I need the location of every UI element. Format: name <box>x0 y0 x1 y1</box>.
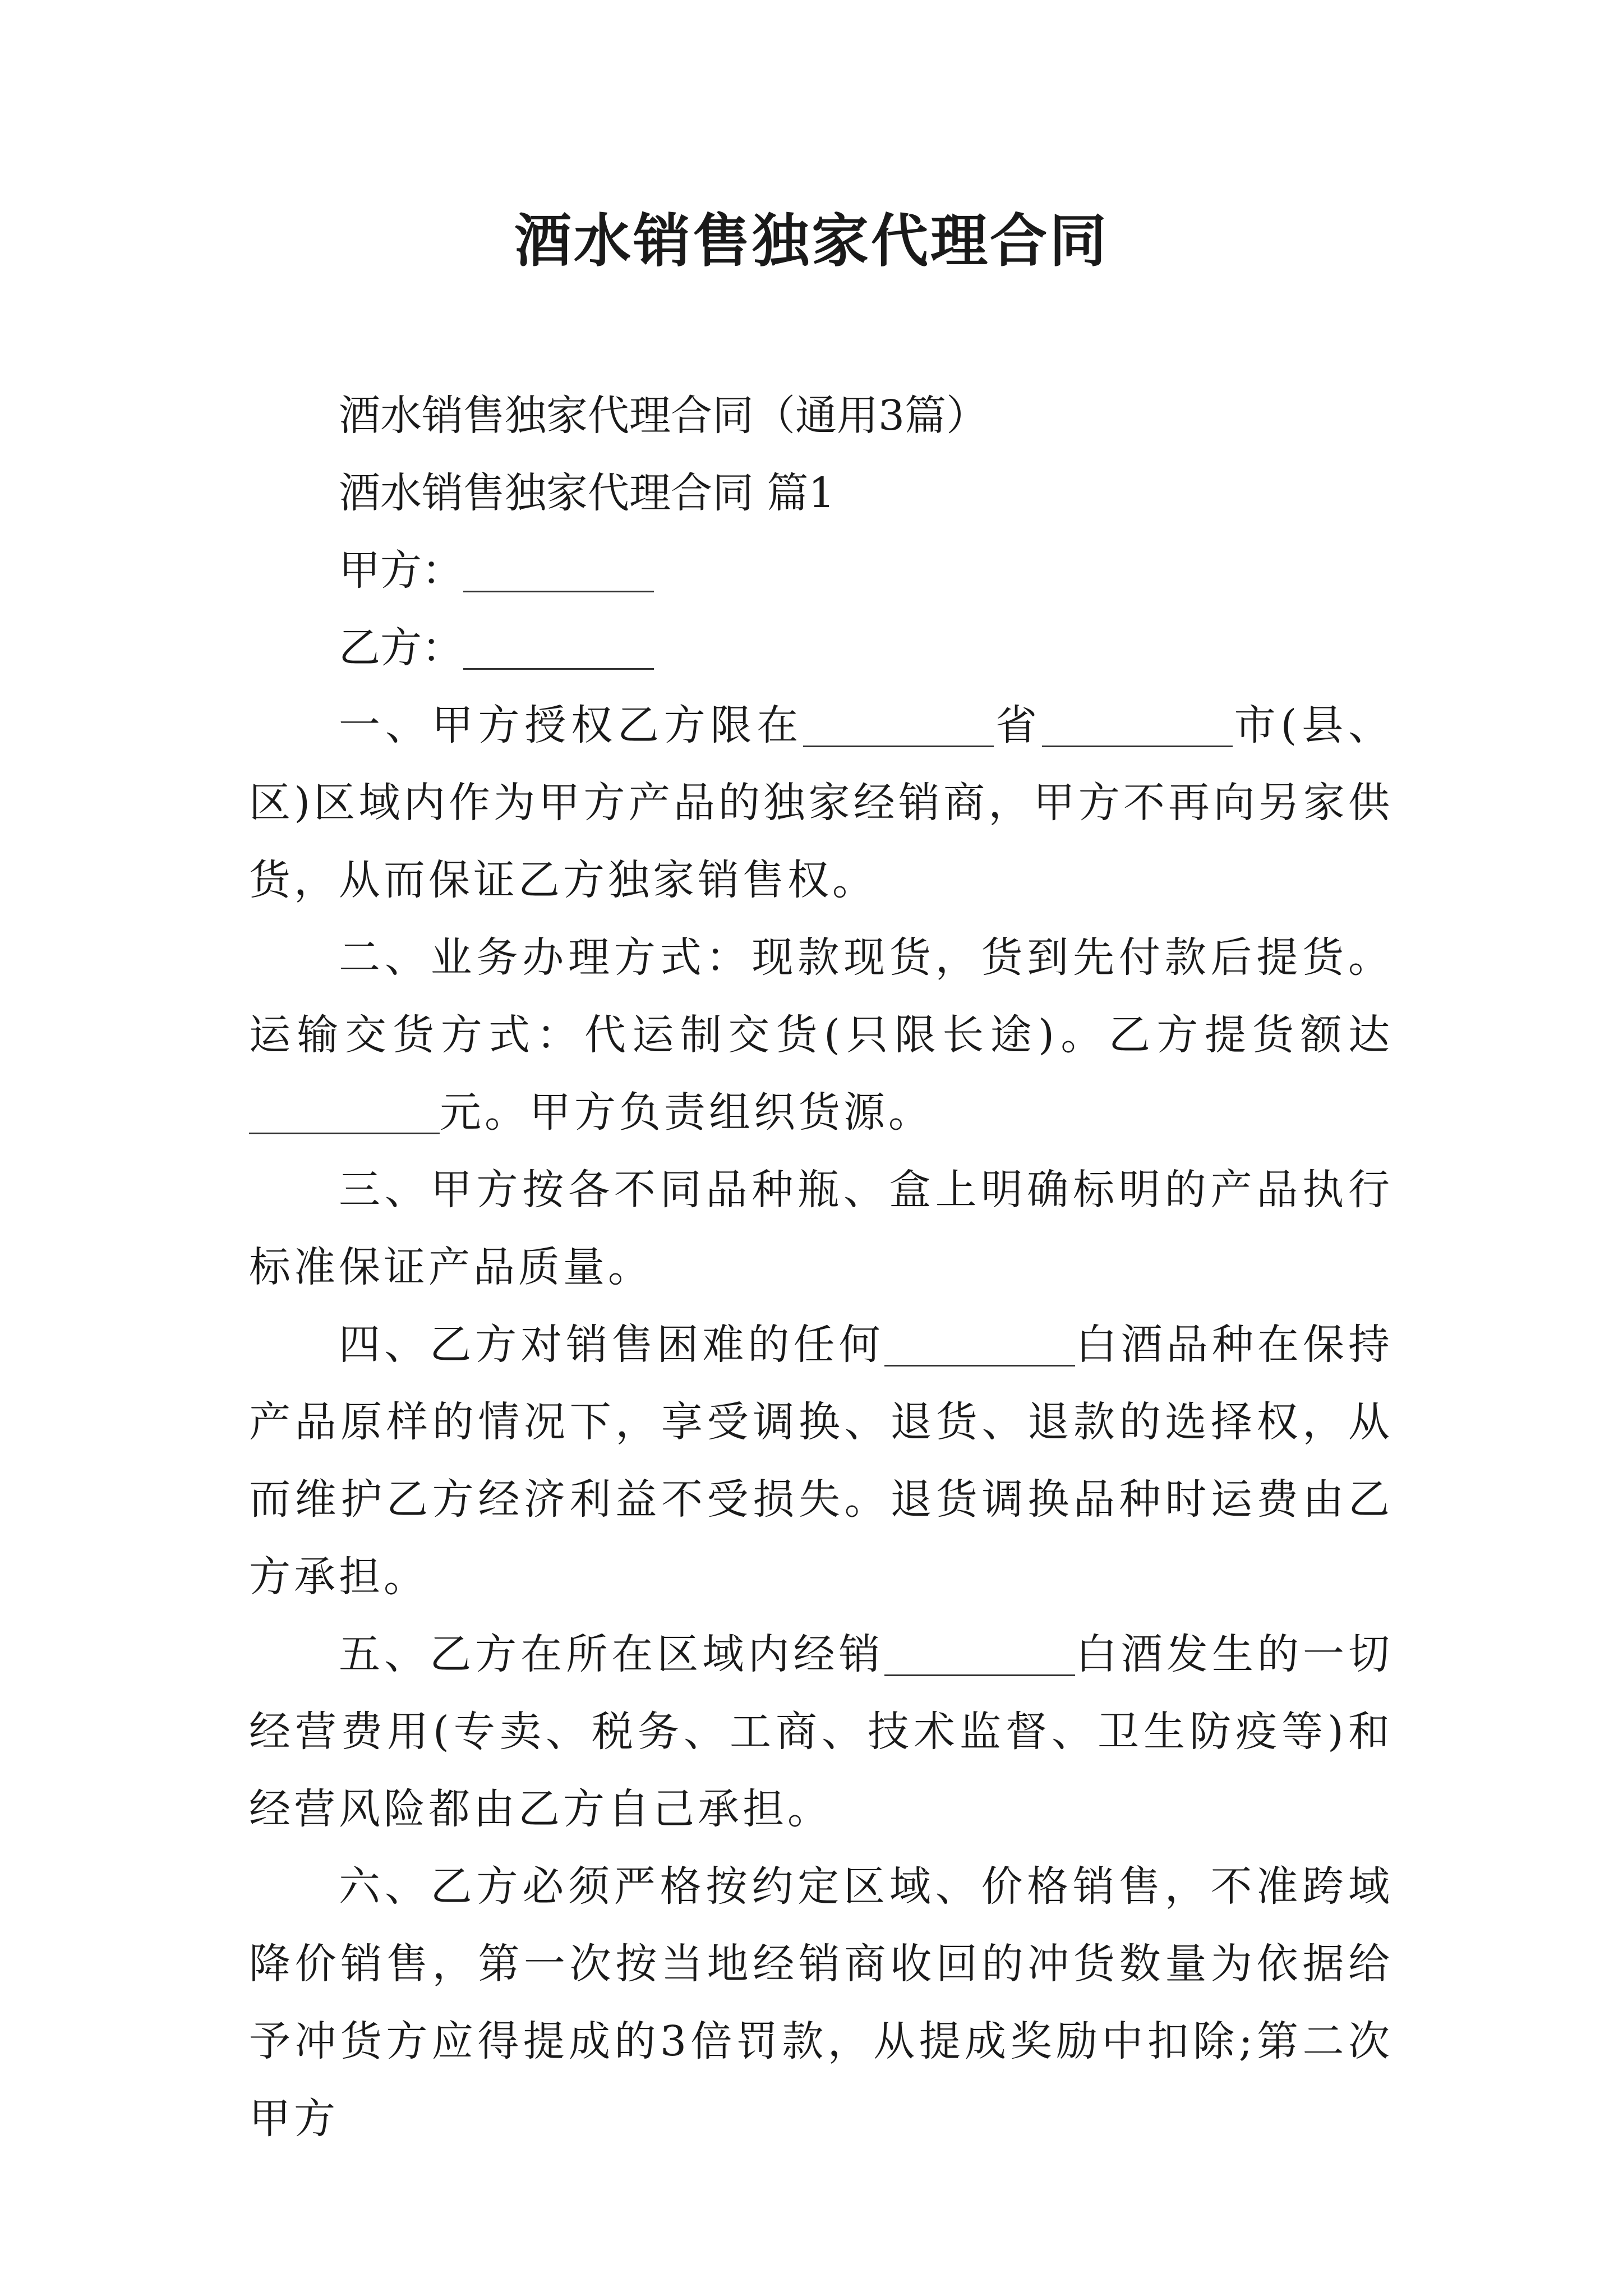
amount-blank <box>249 1091 440 1134</box>
heading-line-general: 酒水销售独家代理合同（通用3篇） <box>339 392 988 440</box>
brand-blank-1 <box>884 1323 1075 1366</box>
clause-4-text-a: 四、乙方对销售困难的任何 <box>339 1320 884 1369</box>
party-a-line <box>249 532 1393 609</box>
clause-1 <box>249 687 1393 919</box>
party-b-line <box>249 609 1393 687</box>
clause-5 <box>249 1616 1393 1848</box>
party-a-label: 甲方： <box>339 546 463 595</box>
city-blank <box>1042 704 1233 747</box>
document-body <box>249 377 1393 2157</box>
clause-4-text-b: 白酒品种在保持产品原样的情况下，享受调换、退货、退款的选择权，从而维护乙方经济利益不受损失。退货调换品种时运费由乙方承担。 <box>249 1320 1394 1601</box>
clause-1-text-c: 市(县、区)区域内作为甲方产品的独家经销商，甲方不再向另家供货，从而保证乙方独家销售权。 <box>249 701 1393 904</box>
clause-4 <box>249 1306 1393 1616</box>
party-b-blank <box>463 627 654 670</box>
clause-2-text-b: 元。甲方负责组织货源。 <box>440 1088 933 1137</box>
brand-blank-2 <box>884 1633 1075 1676</box>
document-title: 酒水销售独家代理合同 <box>514 208 1109 275</box>
clause-6: 六、乙方必须严格按约定区域、价格销售，不准跨域降价销售，第一次按当地经销商收回的冲货数量为依据给予冲货方应得提成的3倍罚款，从提成奖励中扣除;第二次甲方 <box>249 1862 1393 2143</box>
clause-5-text-b: 白酒发生的一切经营费用(专卖、税务、工商、技术监督、卫生防疫等)和经营风险都由乙方自己承担。 <box>249 1630 1394 1833</box>
clause-1-text-a: 一、甲方授权乙方限在 <box>339 701 804 749</box>
province-blank <box>803 704 994 747</box>
clause-1-text-b: 省 <box>994 701 1042 749</box>
clause-2-text-a: 二、业务办理方式：现款现货，货到先付款后提货。运输交货方式：代运制交货(只限长途)。乙方提货额达 <box>249 933 1393 1059</box>
clause-5-text-a: 五、乙方在所在区域内经销 <box>339 1630 884 1678</box>
party-b-label: 乙方： <box>339 624 463 672</box>
clause-3: 三、甲方按各不同品种瓶、盒上明确标明的产品执行标准保证产品质量。 <box>249 1166 1393 1291</box>
heading-line-part1: 酒水销售独家代理合同 篇1 <box>339 469 835 517</box>
party-a-blank <box>463 549 654 592</box>
clause-2 <box>249 919 1393 1151</box>
